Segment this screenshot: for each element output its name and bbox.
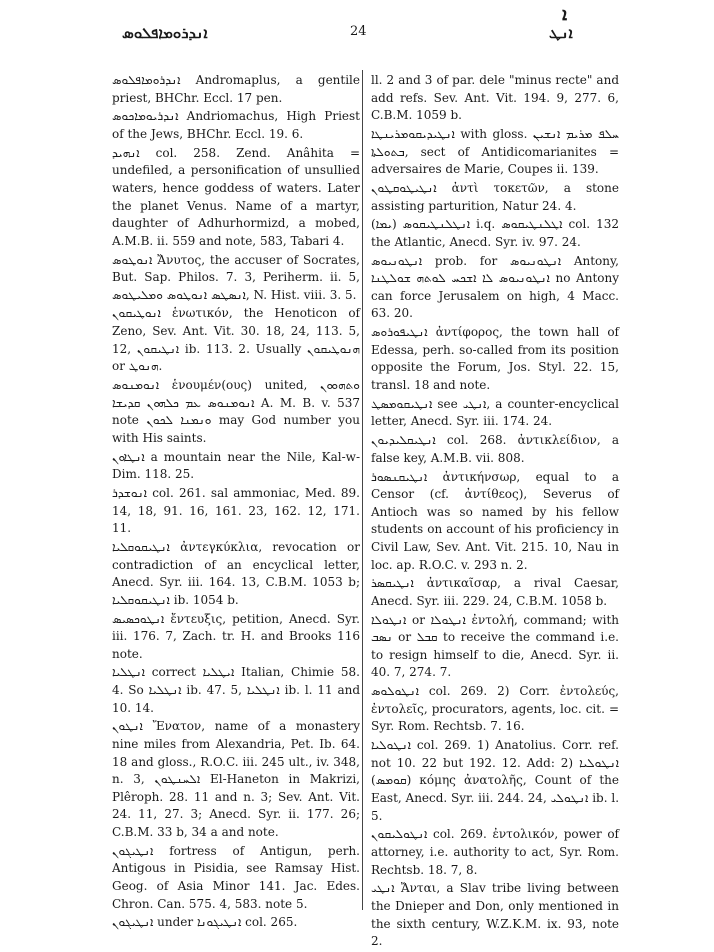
entry-enaton: ܐܢܛܘܢ Ἔνατον, name of a monastery nine miles from Alexandria, Pet. Ib. 64. 18 and gloss., R.O.C. iii. 245 ult., iv. 348, n. 3, ܐܠܚܢܛܘܢ El-Haneton in Makrizi, Plêroph. 28. 11 and n. 3; Sev. Ant. Vit. 24. 11, 27. 3; Anecd. Syr. ii. 177. 26; C.B.M. 33 b, 34 a and note. (112, 719, 361, 839)
entry-anytos: ܐܢܘܛܘܣ Ἄνυτος, the accuser of Socrates, But. Sap. Philos. 7. 3, Periherm. ii. 5, ܐܢܣܛܣ ܐܢܘܛܘܣ ܘܡܠܝܛܘܣ, N. Hist. viii. 3. 5. (112, 252, 360, 302)
entry-entoleus: ܐܢܛܘܠܘܣ col. 269. 2) Corr. ἐντολεύς, ἐντολεῖς, procurators, agents, loc. cit. = Syr. Rom. Rechtsb. 7. 16. (371, 684, 619, 734)
left-column (112, 72, 360, 933)
entry-enoumenous: ܐܢܘܡܢܘܣ ἑνουμέν(ους) united, ܘܬܗܘܘܢ ܐܢܘܡܢܘܣ ܥܡ ܟܠܗܘܢ ܩܕܝܫܐ A. M. B. v. 537 note ܘܢܡܢܐ ܠܟܘܢ may God number you with His saints. (112, 378, 360, 445)
entry-continuation: ll. 2 and 3 of par. dele "minus recte" and add refs. Sev. Ant. Vit. 194. 9, 277. 6, C.B.M. 1059 b. (371, 73, 619, 123)
entry-antony: ܐܢܛܘܢܝܘܣ prob. for ܐܢܛܘܢܝܘܣ Antony, ܐܢܛܘܢܝܘܣ ܠܐ ܐܫܟܚ ܠܘܬܗ ܫܘܠܛܢܐ no Antony can force Jerusalem on high, 4 Macc. 63. 20. (371, 253, 619, 321)
entry-antidicomarianites: ܐܢܛܝܕܝܩܘܡܪܝܢܛܐ with gloss. ܚܠܦ ܡܪܝܡ ܐܢܫܝܢ ܒܬܘܠܬܐ, sect of Antidicomarianites = adversaires de Marie, Coupes ii. 139. (371, 126, 620, 177)
entry-antikaisar: ܐܢܛܝܩܣܪ ἀντικαῖσαρ, a rival Caesar, Anecd. Syr. iii. 229. 24, C.B.M. 1058 b. (371, 576, 619, 608)
column-divider (362, 70, 363, 910)
running-head-left: ܐܢܕܪܘܡܐܦܠܘܣ (122, 24, 208, 42)
entry-entolikon: ܐܢܛܘܠܝܩܘܢ col. 269. ἐντολικόν, power of attorney, i.e. authority to act, Syr. Rom. Rechtsb. 18. 7, 8. (371, 827, 619, 877)
entry-henoticon: ܐܢܘܛܝܩܘܢ ἑνωτικόν, the Henoticon of Zeno, Sev. Ant. Vit. 30. 18, 24, 113. 5, 12, ܐܢܛܝܩܘܢ ib. 113. 2. Usually ܗܢܘܛܝܩܘܢ or ܗܢܘܛ. (112, 306, 360, 374)
right-column (371, 72, 619, 952)
page-number: 24 (350, 24, 367, 39)
entry-counter-encyclical: ܐܢܛܝܩܘܡܣܛ see ܐܢܛܝ, a counter-encyclical letter, Anecd. Syr. iii. 174. 24. (371, 396, 619, 429)
entry-antiphoros: ܐܢܛܝܦܘܪܘܣ ἀντίφορος, the town hall of Edessa, perh. so-called from its position opposite the Forum, Jos. Styl. 22. 15, transl. 18 and note. (371, 325, 619, 393)
entry-antikensor: ܐܢܛܝܩܢܣܘܪ ἀντικήνσωρ, equal to a Censor (cf. ἀντίθεος), Severus of Antioch was so named by his fellow students on account of his proficiency in Civil Law, Sev. Ant. Vit. 215. 10, Nau in loc. ap. R.O.C. v. 293 n. 2. (371, 469, 619, 572)
entry-andriomachus: ܐܢܕܪܝܘܡܐܟܘܣ Andriomachus, High Priest of the Jews, BHChr. Eccl. 19. 6. (112, 109, 360, 141)
entry-entole: ܐܢܛܘܠܐ or ܐܢܛܘܠܐ ἐντολή, command; with ܢܣܒ or ܩܒܠ to receive the command i.e. to resign himself to die, Anecd. Syr. ii. 40. 7, 274. 7. (371, 612, 619, 680)
entry-italian: ܐܢܛܠܝܐ correct ܐܝܛܠܝܐ Italian, Chimie 58. 4. So ܐܢܛܠܝܐ ib. 47. 5, ܐܢܛܠܝܐ ib. l. 11 and 10. 14. (112, 665, 361, 715)
entry-antigun-ref: ܐܢܛܝܓܘܢ under ܐܢܛܝܓܘܢܐ col. 265. (112, 915, 298, 930)
entry-antigun: ܐܢܛܝܓܘܢ fortress of Antigun, perh. Antigous in Pisidia, see Ramsay Hist. Geog. of Asia Minor 141. Jac. Edes. Chron. Can. 575. 4, 583. note 5. (112, 843, 360, 911)
entry-andromaplus: ܐܢܕܪܘܡܐܦܠܘܣ Andromaplus, a gentile priest, BHChr. Eccl. 17 pen. (112, 73, 360, 105)
entry-anahita: ܐܢܗܝܕ col. 258. Zend. Anâhita = undefiled, a personification of unsullied waters, hence goddess of waters. Later the planet Venus. Name of a martyr, daughter of Adhurhormizd, a mobed, A.M.B. ii. 559 and note, 583, Tabari 4. (112, 145, 360, 248)
entry-sal-ammoniac: ܐܢܘܫܕܪ col. 261. sal ammoniac, Med. 89. 14, 18, 91. 16, 161. 23, 162. 12, 171. 11. (112, 485, 360, 536)
entry-atlantic: ܐܢܛܠܢܛܝܩܘܣ (ܝܡܐ) i.q. ܐܛܠܢܛܝܩܘܣ col. 132 the Atlantic, Anecd. Syr. iv. 97. 24. (371, 217, 619, 249)
entry-antenkyklia: ܐܢܛܝܩܘܩܠܝܐ ἀντεγκύκλια, revocation or contradiction of an encyclical letter, Anecd. Syr. iii. 164. 13, C.B.M. 1053 b; ܐܢܛܝܩܘܩܠܝܐ ib. 1054 b. (112, 539, 360, 607)
entry-enteuxis: ܐܢܛܘܟܣܝܣ ἔντευξις, petition, Anecd. Syr. iii. 176. 7, Zach. tr. H. and Brooks 116 note. (112, 611, 360, 661)
entry-antai: ܐܢܛܝ Ἄνται, a Slav tribe living between the Dnieper and Don, only mentioned in the sixth century, W.Z.K.M. ix. 93, note 2. (371, 881, 619, 949)
header-ornament: ܐ (562, 4, 568, 25)
entry-mountain: ܐܢܛܐܘܢ a mountain near the Nile, Kal-w-Dim. 118. 25. (112, 449, 360, 482)
entry-anatolius: ܐܢܛܘܠܝܐ col. 269. 1) Anatolius. Corr. ref. not 10. 22 but 192. 12. Add: 2) ܐܢܛܘܠܝܐ (ܩܘܡܣ) κόμης ἀνατολῆς, Count of the East, Anecd. Syr. iii. 244. 24, ܐܢܛܘܠܝ ib. l. 5. (371, 738, 620, 823)
entry-anti-toketon: ܐܢܛܝܛܘܩܛܘܢ ἀντὶ τοκετῶν, a stone assisting parturition, Natur 24. 4. (371, 180, 619, 213)
entry-antikleidion: ܐܢܛܝܩܠܝܕܝܘܢ col. 268. ἀντικλείδιον, a false key, A.M.B. vii. 808. (371, 433, 619, 465)
running-head-right: ܐܢܛ (549, 24, 573, 42)
